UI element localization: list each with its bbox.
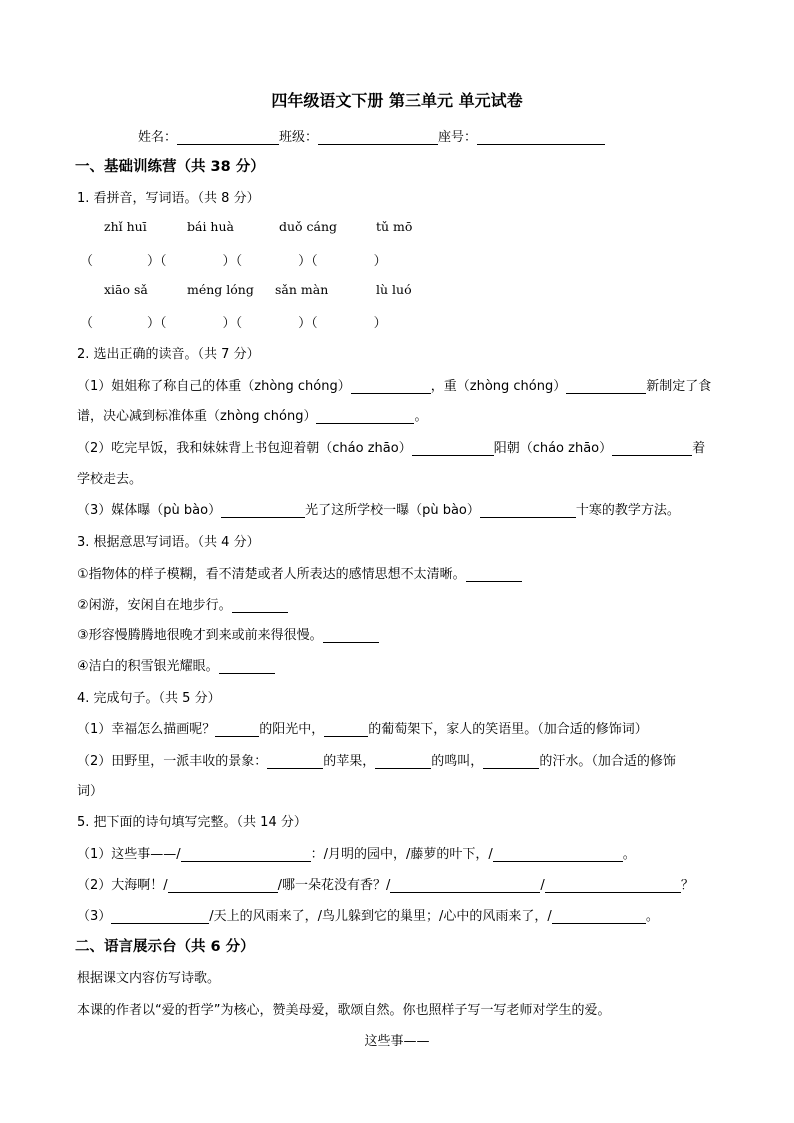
section-2-instruction: 根据课文内容仿写诗歌。 (77, 971, 221, 986)
answer-blank[interactable] (483, 754, 539, 769)
question-2-prompt: 2. 选出正确的读音。（共 7 分） (77, 347, 260, 362)
question-4-line-1: （1）幸福怎么描画呢？ 的阳光中， 的葡萄架下，家人的笑语里。（加合适的修饰词） (77, 722, 648, 737)
pinyin-baihua: bái huà (187, 219, 234, 234)
answer-blank[interactable] (219, 659, 275, 674)
section-2-poem-start: 这些事—— (364, 1034, 430, 1049)
question-2-line-2: （2）吃完早饭，我和妹妹背上书包迎着朝（cháo zhāo） 阳朝（cháo zhāo） 着 (77, 441, 706, 456)
question-5-prompt: 5. 把下面的诗句填写完整。（共 14 分） (77, 815, 307, 830)
question-3-item-2: ②闲游，安闲自在地步行。 (77, 594, 288, 613)
pinyin-xiaosa: xiāo sǎ (104, 282, 148, 297)
answer-blank[interactable] (375, 754, 431, 769)
section-2-description: 本课的作者以“爱的哲学”为核心，赞美母爱，歌颂自然。你也照样子写一写老师对学生的爱。 (77, 1003, 611, 1018)
answer-blank[interactable] (267, 754, 323, 769)
answer-brackets-row-1[interactable]: （ ）（ ）（ ）（ ） (80, 254, 387, 269)
question-4-line-2: （2）田野里，一派丰收的景象： 的苹果， 的鸣叫， 的汗水。（加合适的修饰 (77, 754, 676, 769)
answer-blank[interactable] (324, 722, 368, 737)
question-3-prompt: 3. 根据意思写词语。（共 4 分） (77, 535, 260, 550)
question-2-line-3: （3）媒体曝（pù bào） 光了这所学校一曝（pù bào） 十寒的教学方法。 (77, 503, 680, 518)
answer-blank[interactable] (111, 909, 209, 924)
answer-blank[interactable] (412, 441, 494, 456)
answer-blank[interactable] (316, 409, 414, 424)
question-1-prompt: 1. 看拼音，写词语。（共 8 分） (77, 191, 260, 206)
section-2-heading: 二、语言展示台（共 6 分） (75, 939, 255, 955)
pinyin-duocang: duǒ cáng (279, 219, 338, 234)
answer-blank[interactable] (552, 909, 646, 924)
class-label: 班级： (279, 130, 319, 145)
answer-blank[interactable] (466, 567, 522, 582)
answer-blank[interactable] (168, 878, 278, 893)
question-4-line-2-cont: 词） (77, 784, 104, 799)
answer-brackets-row-2[interactable]: （ ）（ ）（ ）（ ） (80, 316, 387, 331)
question-3-item-1: ①指物体的样子模糊，看不清楚或者人所表达的感情思想不太清晰。 (77, 563, 522, 582)
question-4-prompt: 4. 完成句子。（共 5 分） (77, 691, 221, 706)
seat-label: 座号： (438, 130, 478, 145)
question-5-line-1: （1）这些事——/ ：/月明的园中，/藤萝的叶下，/ 。 (77, 847, 636, 862)
question-2-line-2-cont: 学校走去。 (77, 472, 143, 487)
student-info-line (138, 126, 605, 145)
question-5-line-3: （3） /天上的风雨来了，/鸟儿躲到它的巢里；/心中的风雨来了，/ 。 (77, 909, 659, 924)
answer-blank[interactable] (181, 847, 311, 862)
answer-blank[interactable] (612, 441, 692, 456)
answer-blank[interactable] (493, 847, 623, 862)
name-label: 姓名： (138, 130, 178, 145)
pinyin-zhihui: zhǐ huī (104, 219, 147, 234)
answer-blank[interactable] (545, 878, 681, 893)
pinyin-tumo: tǔ mō (376, 219, 413, 234)
answer-blank[interactable] (232, 598, 288, 613)
answer-blank[interactable] (390, 878, 540, 893)
page-title: 四年级语文下册 第三单元 单元试卷 (271, 91, 523, 110)
question-2-line-1: （1）姐姐称了称自己的体重（zhòng chóng） ，重（zhòng chóng） 新制定了食 (77, 379, 712, 394)
answer-blank[interactable] (351, 379, 431, 394)
question-3-item-3: ③形容慢腾腾地很晚才到来或前来得很慢。 (77, 624, 379, 643)
class-field[interactable] (318, 130, 438, 145)
name-field[interactable] (177, 130, 279, 145)
answer-blank[interactable] (221, 503, 305, 518)
answer-blank[interactable] (323, 628, 379, 643)
seat-field[interactable] (477, 130, 605, 145)
answer-blank[interactable] (566, 379, 646, 394)
pinyin-sanman: sǎn màn (275, 282, 329, 297)
pinyin-menglong: méng lóng (187, 282, 254, 297)
answer-blank[interactable] (480, 503, 576, 518)
question-2-line-1-cont: 谱，决心减到标准体重（zhòng chóng） 。 (77, 409, 428, 424)
question-5-line-2: （2）大海啊！/ /哪一朵花没有香？/ / ？ (77, 878, 694, 893)
answer-blank[interactable] (215, 722, 259, 737)
question-3-item-4: ④洁白的积雪银光耀眼。 (77, 655, 275, 674)
section-1-heading: 一、基础训练营（共 38 分） (75, 159, 265, 175)
pinyin-luluo: lù luó (376, 282, 412, 297)
